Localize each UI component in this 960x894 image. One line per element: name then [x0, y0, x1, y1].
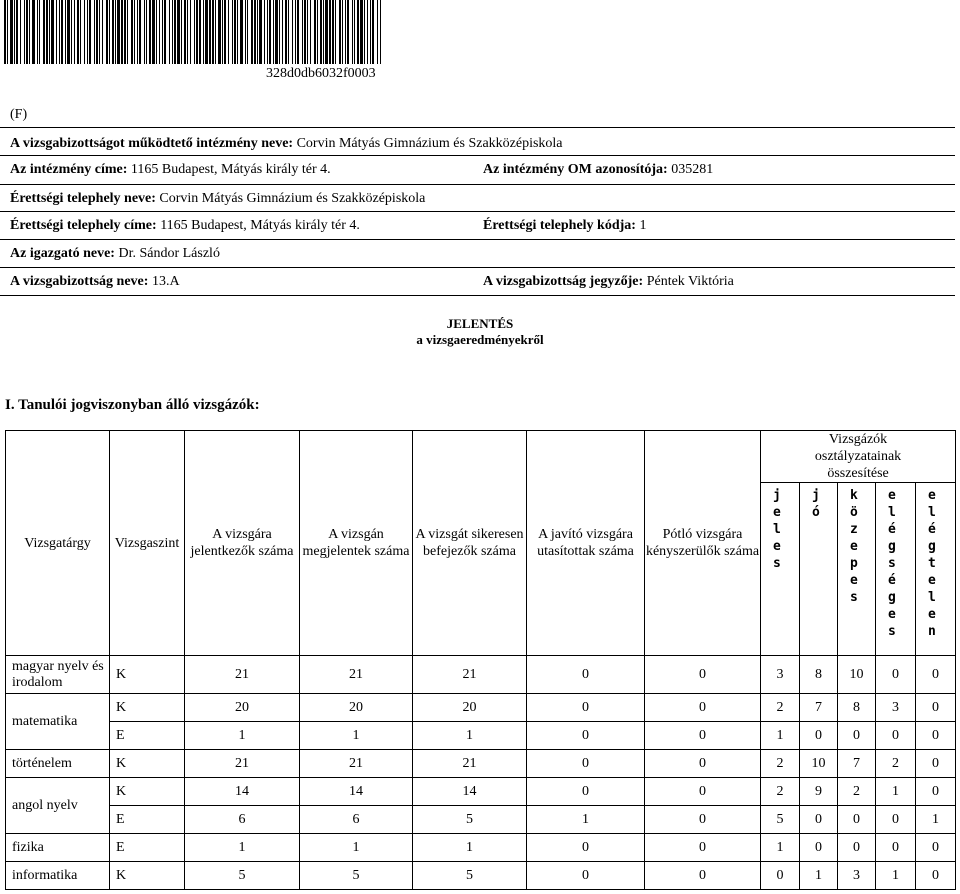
value-cell: 2 — [761, 778, 800, 806]
value-cell: 0 — [876, 834, 916, 862]
value-cell: 6 — [300, 806, 413, 834]
value-cell: 0 — [645, 834, 761, 862]
site-address-line — [10, 218, 360, 234]
value-cell: 21 — [185, 656, 300, 694]
value-cell: 0 — [916, 778, 956, 806]
table-row — [6, 694, 956, 722]
operator-label: A vizsgabizottságot működtető intézmény neve: — [10, 136, 294, 151]
value-cell: 0 — [916, 834, 956, 862]
value-cell: 20 — [185, 694, 300, 722]
value-cell: 21 — [185, 750, 300, 778]
value-cell: 0 — [876, 722, 916, 750]
divider — [0, 295, 955, 296]
level-cell: K — [110, 694, 185, 722]
value-cell: 0 — [527, 722, 645, 750]
divider — [0, 267, 955, 268]
value-cell: 14 — [185, 778, 300, 806]
value-cell: 21 — [300, 656, 413, 694]
barcode-number: 328d0db6032f0003 — [266, 66, 376, 81]
divider — [0, 239, 955, 240]
level-cell: E — [110, 806, 185, 834]
value-cell: 6 — [185, 806, 300, 834]
site-code-line — [483, 218, 646, 234]
value-cell: 0 — [916, 656, 956, 694]
om-line — [483, 162, 713, 178]
value-cell: 3 — [876, 694, 916, 722]
value-cell: 20 — [413, 694, 527, 722]
value-cell: 5 — [413, 806, 527, 834]
value-cell: 14 — [300, 778, 413, 806]
grade-header-label: jeles — [773, 488, 781, 571]
value-cell: 1 — [300, 722, 413, 750]
director-value: Dr. Sándor László — [118, 246, 220, 261]
value-cell: 3 — [838, 862, 876, 890]
address-line — [10, 162, 331, 178]
report-title: JELENTÉS — [446, 316, 514, 331]
value-cell: 0 — [527, 778, 645, 806]
value-cell: 7 — [800, 694, 838, 722]
table-row — [6, 656, 956, 694]
value-cell: 1 — [876, 862, 916, 890]
grade-header-5 — [916, 483, 956, 656]
col-applied-header: A vizsgára jelentkezők száma — [185, 431, 300, 656]
site-name-value: Corvin Mátyás Gimnázium és Szakközépiskola — [159, 191, 426, 206]
value-cell: 0 — [645, 694, 761, 722]
value-cell: 0 — [838, 806, 876, 834]
col-level-header: Vizsgaszint — [110, 431, 185, 656]
value-cell: 1 — [761, 722, 800, 750]
form-code: (F) — [10, 107, 28, 122]
value-cell: 1 — [761, 834, 800, 862]
value-cell: 0 — [876, 656, 916, 694]
subject-cell: magyar nyelv és irodalom — [6, 656, 110, 694]
site-address-label: Érettségi telephely címe: — [10, 218, 157, 233]
value-cell: 0 — [527, 694, 645, 722]
director-label: Az igazgató neve: — [10, 246, 115, 261]
value-cell: 0 — [761, 862, 800, 890]
divider — [0, 184, 955, 185]
grade-header-label: elégséges — [888, 488, 896, 639]
subject-cell: angol nyelv — [6, 778, 110, 834]
grade-header-label: közepes — [850, 488, 858, 605]
level-cell: K — [110, 862, 185, 890]
site-address-value: 1165 Budapest, Mátyás király tér 4. — [160, 218, 360, 233]
value-cell: 0 — [916, 694, 956, 722]
value-cell: 5 — [300, 862, 413, 890]
value-cell: 20 — [300, 694, 413, 722]
value-cell: 2 — [838, 778, 876, 806]
table-row — [6, 750, 956, 778]
results-table — [5, 430, 956, 890]
subject-cell: informatika — [6, 862, 110, 890]
table-row — [6, 862, 956, 890]
value-cell: 0 — [916, 750, 956, 778]
committee-label: A vizsgabizottság neve: — [10, 274, 149, 289]
value-cell: 8 — [800, 656, 838, 694]
om-value: 035281 — [671, 162, 714, 177]
value-cell: 0 — [527, 834, 645, 862]
subject-cell: matematika — [6, 694, 110, 750]
value-cell: 0 — [645, 722, 761, 750]
col-appeared-header: A vizsgán megjelentek száma — [300, 431, 413, 656]
grade-header-label: jó — [812, 488, 820, 520]
grade-header-label: elégtelen — [928, 488, 936, 639]
value-cell: 1 — [300, 834, 413, 862]
value-cell: 0 — [800, 806, 838, 834]
value-cell: 0 — [645, 862, 761, 890]
grade-header-4 — [876, 483, 916, 656]
value-cell: 0 — [527, 656, 645, 694]
om-label: Az intézmény OM azonosítója: — [483, 162, 668, 177]
value-cell: 0 — [916, 722, 956, 750]
col-passed-header: A vizsgát sikeresen befejezők száma — [413, 431, 527, 656]
subject-cell: fizika — [6, 834, 110, 862]
value-cell: 7 — [838, 750, 876, 778]
secretary-line — [483, 274, 734, 290]
col-retake-header: A javító vizsgára utasítottak száma — [527, 431, 645, 656]
value-cell: 1 — [413, 722, 527, 750]
value-cell: 1 — [800, 862, 838, 890]
site-name-line — [10, 191, 425, 207]
col-makeup-header: Pótló vizsgára kényszerülők száma — [645, 431, 761, 656]
secretary-label: A vizsgabizottság jegyzője: — [483, 274, 644, 289]
site-name-label: Érettségi telephely neve: — [10, 191, 156, 206]
value-cell: 1 — [876, 778, 916, 806]
value-cell: 10 — [800, 750, 838, 778]
value-cell: 5 — [761, 806, 800, 834]
value-cell: 0 — [800, 722, 838, 750]
divider — [0, 127, 955, 128]
address-label: Az intézmény címe: — [10, 162, 128, 177]
site-code-value: 1 — [639, 218, 647, 233]
value-cell: 21 — [413, 750, 527, 778]
value-cell: 1 — [185, 722, 300, 750]
committee-value: 13.A — [151, 274, 180, 289]
value-cell: 0 — [645, 750, 761, 778]
site-code-label: Érettségi telephely kódja: — [483, 218, 636, 233]
operator-value: Corvin Mátyás Gimnázium és Szakközépiskola — [296, 136, 563, 151]
table-row — [6, 722, 956, 750]
value-cell: 5 — [185, 862, 300, 890]
subject-cell: történelem — [6, 750, 110, 778]
value-cell: 0 — [876, 806, 916, 834]
grade-header-3 — [838, 483, 876, 656]
grade-header-1 — [761, 483, 800, 656]
table-row — [6, 806, 956, 834]
value-cell: 21 — [413, 656, 527, 694]
value-cell: 1 — [527, 806, 645, 834]
barcode — [0, 0, 386, 64]
value-cell: 0 — [645, 656, 761, 694]
section-title: I. Tanulói jogviszonyban álló vizsgázók: — [5, 397, 260, 413]
level-cell: E — [110, 722, 185, 750]
table-row — [6, 834, 956, 862]
value-cell: 5 — [413, 862, 527, 890]
committee-line — [10, 274, 180, 290]
value-cell: 1 — [185, 834, 300, 862]
value-cell: 1 — [916, 806, 956, 834]
value-cell: 0 — [645, 778, 761, 806]
level-cell: E — [110, 834, 185, 862]
divider — [0, 155, 955, 156]
level-cell: K — [110, 656, 185, 694]
value-cell: 0 — [800, 834, 838, 862]
level-cell: K — [110, 750, 185, 778]
divider — [0, 211, 955, 212]
level-cell: K — [110, 778, 185, 806]
director-line — [10, 246, 220, 262]
value-cell: 0 — [645, 806, 761, 834]
value-cell: 21 — [300, 750, 413, 778]
value-cell: 0 — [527, 862, 645, 890]
value-cell: 0 — [838, 722, 876, 750]
value-cell: 2 — [761, 694, 800, 722]
value-cell: 8 — [838, 694, 876, 722]
value-cell: 2 — [761, 750, 800, 778]
value-cell: 0 — [527, 750, 645, 778]
grade-header-2 — [800, 483, 838, 656]
address-value: 1165 Budapest, Mátyás király tér 4. — [130, 162, 331, 177]
table-row — [6, 778, 956, 806]
value-cell: 0 — [838, 834, 876, 862]
value-cell: 14 — [413, 778, 527, 806]
secretary-value: Péntek Viktória — [646, 274, 734, 289]
value-cell: 2 — [876, 750, 916, 778]
grade-group-header: Vizsgázók osztályzatainak összesítése — [761, 431, 956, 483]
col-subject-header: Vizsgatárgy — [6, 431, 110, 656]
report-subtitle: a vizsgaeredményekről — [416, 332, 544, 347]
value-cell: 9 — [800, 778, 838, 806]
value-cell: 0 — [916, 862, 956, 890]
value-cell: 3 — [761, 656, 800, 694]
value-cell: 10 — [838, 656, 876, 694]
value-cell: 1 — [413, 834, 527, 862]
operator-line — [10, 136, 563, 152]
